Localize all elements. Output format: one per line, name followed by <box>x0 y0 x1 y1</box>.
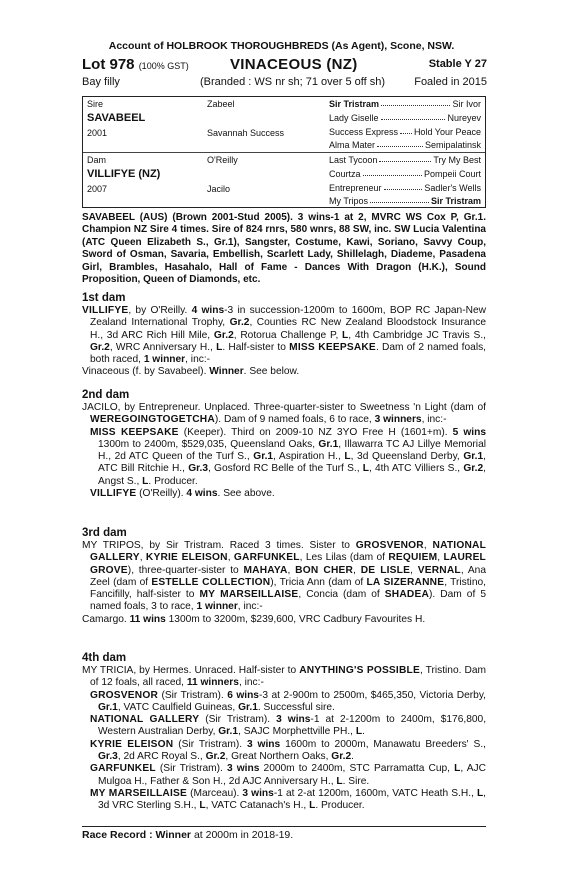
text: , WRC Anniversary H., <box>109 341 217 353</box>
horse-ref: NATIONAL GALLERY <box>90 714 200 726</box>
text: . Dam of 2 named foals, both raced, <box>90 341 487 366</box>
horse-ref: MISS KEEPSAKE <box>289 341 376 353</box>
grade: L <box>476 787 484 799</box>
leader-dots <box>363 169 422 176</box>
third-dam-section <box>82 527 486 626</box>
text: . Half-sister to <box>222 341 290 353</box>
dam-label: Dam <box>87 155 107 165</box>
grade: Gr.2 <box>213 329 234 341</box>
text: , inc:- <box>238 677 264 689</box>
text: , AJC Mulgoa H., Father & Son H., 2d AJC Anniversary H., <box>98 763 487 787</box>
wins: Winner <box>209 366 244 378</box>
progeny-entry <box>82 614 486 626</box>
text: -1 at 2-1200m to 2400m, $176,800, Western Australian Derby, <box>98 714 487 738</box>
horse-name: VINACEOUS (NZ) <box>230 56 358 73</box>
ggp-sire: Semipalatinsk <box>424 140 481 150</box>
granddam-maternal: Jacilo <box>207 184 231 194</box>
ggp-row <box>329 155 481 165</box>
leader-dots <box>384 183 423 190</box>
wins: 11 winners <box>186 677 239 689</box>
grade: Gr.2 <box>205 751 226 763</box>
sire-label: Sire <box>87 99 104 109</box>
wins: 3 wins <box>246 738 281 750</box>
text: , Counties RC New Zealand Bloodstock Insurance H., 3d ARC Rich Hill Mile, <box>90 317 486 341</box>
dam-entry <box>82 540 486 614</box>
grade: Gr.2 <box>331 751 352 763</box>
text: -3 at 2-900m to 2500m, $465,350, Victoria Derby, <box>258 689 487 701</box>
horse-ref: ESTELLE COLLECTION <box>151 576 271 588</box>
wins: 3 wins <box>226 763 260 775</box>
vendor-account: Account of HOLBROOK THOROUGHBREDS (As Agent), Scone, NSW. <box>108 40 455 52</box>
wins: 3 wins <box>276 714 311 726</box>
text: , <box>353 564 361 576</box>
text: , Ana Zeel (dam of <box>90 564 486 588</box>
grade: L <box>344 451 351 463</box>
wins: 11 wins <box>129 613 166 625</box>
grade: Gr.1 <box>218 726 239 738</box>
text: ), Tricia Ann (dam of <box>270 576 367 588</box>
text: , Rotorua Challenge P, <box>233 329 343 341</box>
grade: L <box>336 775 343 787</box>
text: , Gosford RC Belle of the Turf S., <box>208 463 363 475</box>
ggp-name: Last Tycoon <box>329 155 378 165</box>
text: . See above. <box>217 488 275 500</box>
ggp-sire: Try My Best <box>433 155 481 165</box>
horse-ref: LA SIZERANNE <box>366 576 445 588</box>
wins: 5 wins <box>452 426 487 438</box>
grade: L <box>355 726 363 738</box>
grandsire-paternal: Zabeel <box>207 99 235 109</box>
horse-ref: LAUREL GROVE <box>90 552 486 576</box>
text: (Marceau). <box>187 787 243 799</box>
text: , <box>410 564 418 576</box>
ggp-row <box>329 113 481 123</box>
horse-ref: WEREGOINGTOGETCHA <box>90 414 215 426</box>
text: (Sir Tristram). <box>155 763 227 775</box>
text: 1300m to 3200m, $239,600, VRC Cadbury Favourites H. <box>165 613 426 625</box>
text: (Sir Tristram). <box>173 738 247 750</box>
text: , Tristino, Fancifilly, half-sister to <box>90 576 486 601</box>
text: , 3d VRC Sterling S.H., <box>98 787 487 812</box>
horse-details <box>82 76 487 90</box>
grade: L <box>309 800 316 812</box>
text: , <box>139 552 146 564</box>
text: MY TRICIA, by Hermes. Unraced. Half-sister to <box>82 665 300 676</box>
wins: 4 wins <box>191 305 225 316</box>
leader-dots <box>381 113 446 120</box>
ggp-sire: Hold Your Peace <box>413 127 481 137</box>
text: , 4th ATC Villiers S., <box>368 463 464 475</box>
text: , Aspiration H., <box>273 451 345 463</box>
second-dam-section <box>82 389 486 500</box>
horse-ref: MISS KEEPSAKE <box>90 426 179 438</box>
ggp-row <box>329 183 481 193</box>
text: , <box>227 552 234 564</box>
text: , VATC Catanach's H., <box>205 800 310 812</box>
text: . Producer. <box>148 475 198 487</box>
ggp-sire: Sir Tristram <box>430 196 481 206</box>
text: (Sir Tristram). <box>158 689 228 701</box>
text: Vinaceous (f. by Savabeel). <box>82 366 210 378</box>
lot-header <box>82 56 487 74</box>
wins: 6 wins <box>227 689 259 701</box>
grade: L <box>199 800 206 812</box>
race-record-label: Race Record : <box>82 829 153 841</box>
text: , ATC Bill Ritchie H., <box>98 451 486 475</box>
wins: 1 winner <box>143 354 186 366</box>
grandsire-maternal: O'Reilly <box>207 155 238 165</box>
grade: L <box>216 341 223 353</box>
ggp-row <box>329 127 481 137</box>
text: , Angst S., <box>98 463 486 487</box>
ggp-sire: Nureyev <box>447 113 481 123</box>
grade: Gr.1 <box>238 701 258 713</box>
wins: 3 winners <box>374 414 422 426</box>
pedigree-table <box>82 96 486 208</box>
text: . <box>351 751 354 763</box>
text: 1600m to 2000m, Manawatu Breeders' S., <box>280 738 486 750</box>
grade: Gr.2 <box>90 341 110 353</box>
horse-ref: GARFUNKEL <box>233 552 300 564</box>
lot-number <box>82 56 189 73</box>
horse-ref: KYRIE ELEISON <box>90 738 174 750</box>
text: , VATC Caulfield Guineas, <box>117 701 239 713</box>
progeny-entry <box>82 488 486 500</box>
wins: 3 wins <box>242 787 274 799</box>
ggp-row <box>329 140 481 150</box>
horse-ref: VERNAL <box>417 564 461 576</box>
text: , by O'Reilly. <box>128 305 192 316</box>
text: (Sir Tristram). <box>199 714 277 726</box>
leader-dots <box>370 196 429 203</box>
wins: 4 wins <box>186 488 218 500</box>
brand-info: (Branded : WS nr sh; 71 over 5 off sh) <box>200 76 386 88</box>
text: ). Dam of 5 named foals, 3 to race, <box>90 589 486 613</box>
text: , Les Lilas (dam of <box>299 552 389 564</box>
ggp-name: Lady Giselle <box>329 113 379 123</box>
grade: Gr.2 <box>463 463 484 475</box>
text: -1 at 2-at 1200m, 1600m, VATC Heath S.H., <box>273 787 477 799</box>
ggp-name: Courtza <box>329 169 361 179</box>
progeny-entry <box>82 366 486 378</box>
text: , Great Northern Oaks, <box>225 751 332 763</box>
horse-ref: VILLIFYE <box>90 488 137 500</box>
pedigree-divider <box>83 152 485 153</box>
horse-ref: MAHAYA <box>243 564 288 576</box>
text: , inc:- <box>185 354 211 366</box>
ggp-name: Success Express <box>329 127 399 137</box>
section-title: 2nd dam <box>82 389 130 401</box>
dam-entry <box>82 665 486 690</box>
horse-ref: ANYTHING'S POSSIBLE <box>299 665 420 676</box>
grade: L <box>454 763 461 775</box>
progeny-entry <box>82 763 486 788</box>
text: . <box>362 726 365 738</box>
text: JACILO, by Entrepreneur. Unplaced. Three-quarter-sister to Sweetness 'n Light (dam of <box>82 402 486 413</box>
ggp-sire: Sadler's Wells <box>424 183 481 193</box>
ggp-name: Entrepreneur <box>329 183 382 193</box>
leader-dots <box>377 140 423 147</box>
dam-year: 2007 <box>87 184 108 194</box>
fourth-dam-section <box>82 652 486 813</box>
grade: Gr.1 <box>253 451 274 463</box>
text: , <box>423 540 433 551</box>
grade: Gr.2 <box>229 317 250 329</box>
horse-ref: SHADEA <box>384 589 430 601</box>
horse-ref: REQUIEM <box>388 552 438 564</box>
race-record-detail: at 2000m in 2018-19. <box>191 829 294 841</box>
sire-year: 2001 <box>87 128 108 138</box>
ggp-sire: Pompeii Court <box>423 169 481 179</box>
ggp-row <box>329 196 481 206</box>
text: , 2d ARC Royal S., <box>117 751 206 763</box>
text: , inc:- <box>237 601 263 613</box>
dam-entry <box>82 305 486 366</box>
dam-entry <box>82 402 486 427</box>
leader-dots <box>381 99 450 106</box>
horse-ref: NATIONAL GALLERY <box>90 540 486 564</box>
progeny-entry <box>82 788 486 813</box>
text: , inc:- <box>421 414 447 426</box>
lot-label: Lot 978 <box>82 56 135 73</box>
wins: 1 winner <box>196 601 238 613</box>
text: , 3d Queensland Derby, <box>350 451 464 463</box>
horse-ref: VILLIFYE <box>82 305 129 316</box>
horse-ref: GARFUNKEL <box>90 763 156 775</box>
progeny-entry <box>82 427 486 488</box>
ggp-name: Sir Tristram <box>329 99 380 109</box>
text: . Sire. <box>342 775 370 787</box>
horse-ref: KYRIE ELEISON <box>145 552 228 564</box>
section-title: 3rd dam <box>82 527 127 539</box>
race-record <box>82 826 486 841</box>
grade: Gr.1 <box>318 438 339 450</box>
grade: L <box>142 475 149 487</box>
text: MY TRIPOS, by Sir Tristram. Raced 3 times. Sister to <box>82 540 356 551</box>
section-title: 1st dam <box>82 292 126 304</box>
text: , SAJC Morphettville PH., <box>238 726 356 738</box>
text: (O'Reilly). <box>136 488 187 500</box>
gst-note: (100% GST) <box>138 61 189 71</box>
text: -3 in succession-1200m to 1600m, BOP RC Japan-New Zealand International Trophy, <box>90 305 486 329</box>
ggp-sire: Sir Ivor <box>452 99 481 109</box>
progeny-entry <box>82 739 486 764</box>
dam-name: VILLIFYE (NZ) <box>87 168 161 180</box>
text: , <box>437 552 444 564</box>
progeny-entry <box>82 690 486 715</box>
grade: Gr.1 <box>98 701 118 713</box>
text: 2000m to 2400m, STC Parramatta Cup, <box>259 763 455 775</box>
stable-number: Stable Y 27 <box>428 58 487 70</box>
ggp-name: Alma Mater <box>329 140 376 150</box>
text: , Illawarra TC AJ Lillye Memorial H., 2d ATC Queen of the Turf S., <box>98 438 486 463</box>
ggp-row <box>329 99 481 109</box>
text: ), three-quarter-sister to <box>127 564 244 576</box>
horse-ref: MY MARSEILLAISE <box>90 787 188 799</box>
granddam-paternal: Savannah Success <box>207 128 285 138</box>
text: (Keeper). Third on 2009-10 NZ 3YO Free H (1601+m). <box>178 426 453 438</box>
foaled-year: Foaled in 2015 <box>414 76 487 88</box>
sire-summary: SAVABEEL (AUS) (Brown 2001-Stud 2005). 3 wins-1 at 2, MVRC WS Cox P, Gr.1. Champion NZ Sire 4 times. Sire of 824 rnrs, 580 wnrs, 88 SW, inc. SW Lucia Valentina (ATC Queen Elizabeth S., Gr.1), Sangster, Costume, Kawi, Soriano, Savvy Coup, Sword of Osman, Savaria, Embellish, Scarlett Lady, Shillelagh, Diademe, Pasadena Girl, Brambles, Hasahalo, Hall of Fame - Dances With Dragon (H.K.), Sound Proposition, Queen of Diamonds, etc. <box>82 212 486 286</box>
text: . See below. <box>243 366 300 378</box>
ggp-row <box>329 169 481 179</box>
leader-dots <box>400 127 412 134</box>
text: , <box>287 564 296 576</box>
horse-ref: DE LISLE <box>360 564 411 576</box>
text: , 4th Cambridge JC Travis S., <box>348 329 486 341</box>
ggp-name: My Tripos <box>329 196 369 206</box>
first-dam-section <box>82 292 486 379</box>
text: , Tristino. Dam of 12 foals, all raced, <box>90 665 486 689</box>
grade: Gr.1 <box>463 451 484 463</box>
leader-dots <box>379 155 431 162</box>
grade: L <box>342 329 349 341</box>
grade: Gr.3 <box>188 463 209 475</box>
horse-ref: BON CHER <box>295 564 354 576</box>
section-title: 4th dam <box>82 652 127 664</box>
progeny-entry <box>82 714 486 739</box>
horse-ref: GROSVENOR <box>90 689 159 701</box>
text: . Producer. <box>315 800 365 812</box>
text: , Concia (dam of <box>298 589 385 601</box>
race-record-winner: Winner <box>155 829 192 841</box>
text: . Successful sire. <box>257 701 335 713</box>
horse-sex: Bay filly <box>82 76 120 88</box>
text: ). Dam of 9 named foals, 6 to race, <box>214 414 375 426</box>
horse-ref: MY MARSEILLAISE <box>199 589 299 601</box>
text: 1300m to 2400m, $529,035, Queensland Oaks, <box>98 438 319 450</box>
sire-name: SAVABEEL <box>87 112 146 124</box>
grade: L <box>362 463 369 475</box>
grade: Gr.3 <box>98 751 118 763</box>
text: Camargo. <box>82 613 130 625</box>
horse-ref: GROSVENOR <box>355 540 424 551</box>
